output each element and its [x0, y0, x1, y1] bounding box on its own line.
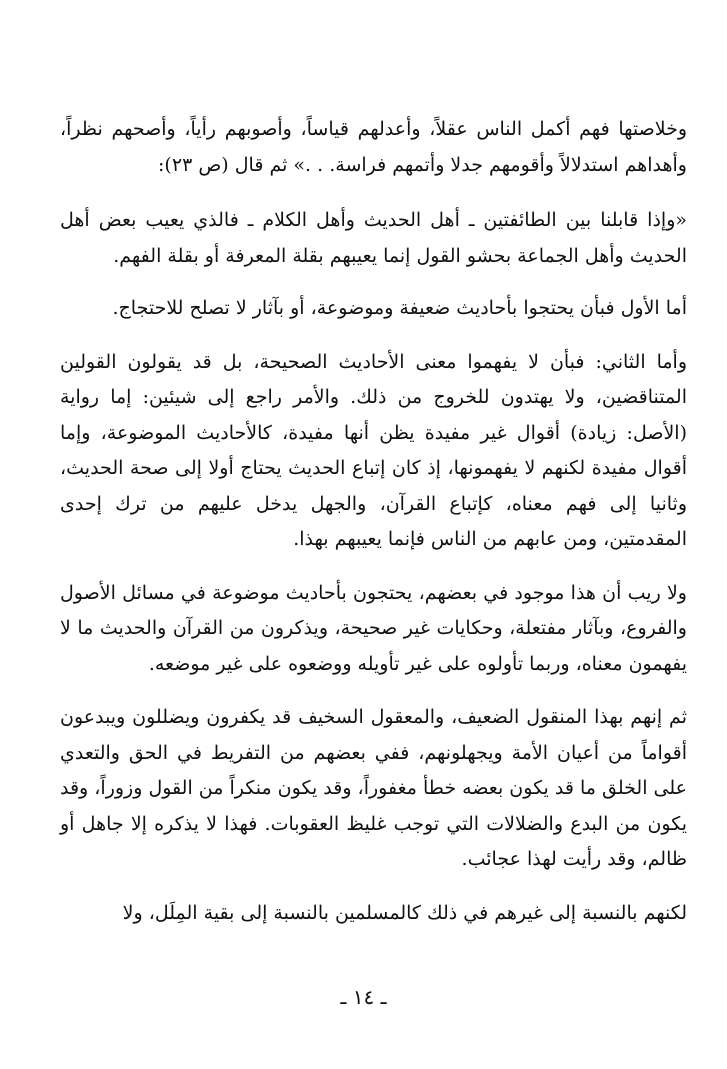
paragraph-4: وأما الثاني: فبأن لا يفهموا معنى الأحاديث الصحيحة، بل قد يقولون القولين المتناقضين، ولا يهتدون للخروج من ذلك. والأمر راجع إلى شيئين: إما رواية (الأصل: زيادة) أقوال غير مفيدة يظن أنها مفيدة، كالأحاديث الموضوعة، وإما أقوال مفيدة لكنهم لا يفهمونها، إذ كان إتباع الحديث يحتاج أولا إلى صحة الحديث، وثانيا إلى فهم معناه، كإتباع القرآن، والجهل يدخل عليهم من ترك إحدى المقدمتين، ومن عابهم من الناس فإنما يعيبهم بهذا.	[60, 350, 687, 550]
paragraph-7: لكنهم بالنسبة إلى غيرهم في ذلك كالمسلمين بالنسبة إلى بقية المِلَل، ولا	[122, 901, 687, 924]
paragraph-1: وخلاصتها فهم أكمل الناس عقلاً، وأعدلهم قياساً، وأصوبهم رأياً، وأصحهم نظراً، وأهداهم استدلالاً وأقومهم جدلا وأتمهم فراسة. . .» ثم قال (ص ٢٣):	[60, 118, 687, 176]
page-number: ـ ١٤ ـ	[340, 985, 387, 1009]
paragraph-6: ثم إنهم بهذا المنقول الضعيف، والمعقول السخيف قد يكفرون ويضللون ويبدعون أقواماً من أعيان الأمة ويجهلونهم، ففي بعضهم من التفريط في الحق والتعدي على الخلق ما قد يكون بعضه خطأ مغفوراً، وقد يكون منكراً من القول وزوراً، وقد يكون من البدع والضلالات التي توجب غليظ العقوبات. فهذا لا يذكره إلا جاهل أو ظالم، وقد رأيت لهذا عجائب.	[60, 706, 687, 870]
paragraph-3: أما الأول فبأن يحتجوا بأحاديث ضعيفة وموضوعة، أو بآثار لا تصلح للاحتجاج.	[112, 297, 687, 319]
paragraph-2: «وإذا قابلنا بين الطائفتين ـ أهل الحديث وأهل الكلام ـ فالذي يعيب بعض أهل الحديث وأهل الجماعة بحشو القول إنما يعيبهم بقلة المعرفة أو بقلة الفهم.	[60, 209, 687, 267]
paragraph-5: ولا ريب أن هذا موجود في بعضهم، يحتجون بأحاديث موضوعة في مسائل الأصول والفروع، وبآثار مفتعلة، وحكايات غير صحيحة، ويذكرون من القرآن والحديث ما لا يفهمون معناه، وربما تأولوه على غير تأويله ووضعوه على غير موضعه.	[60, 581, 687, 675]
